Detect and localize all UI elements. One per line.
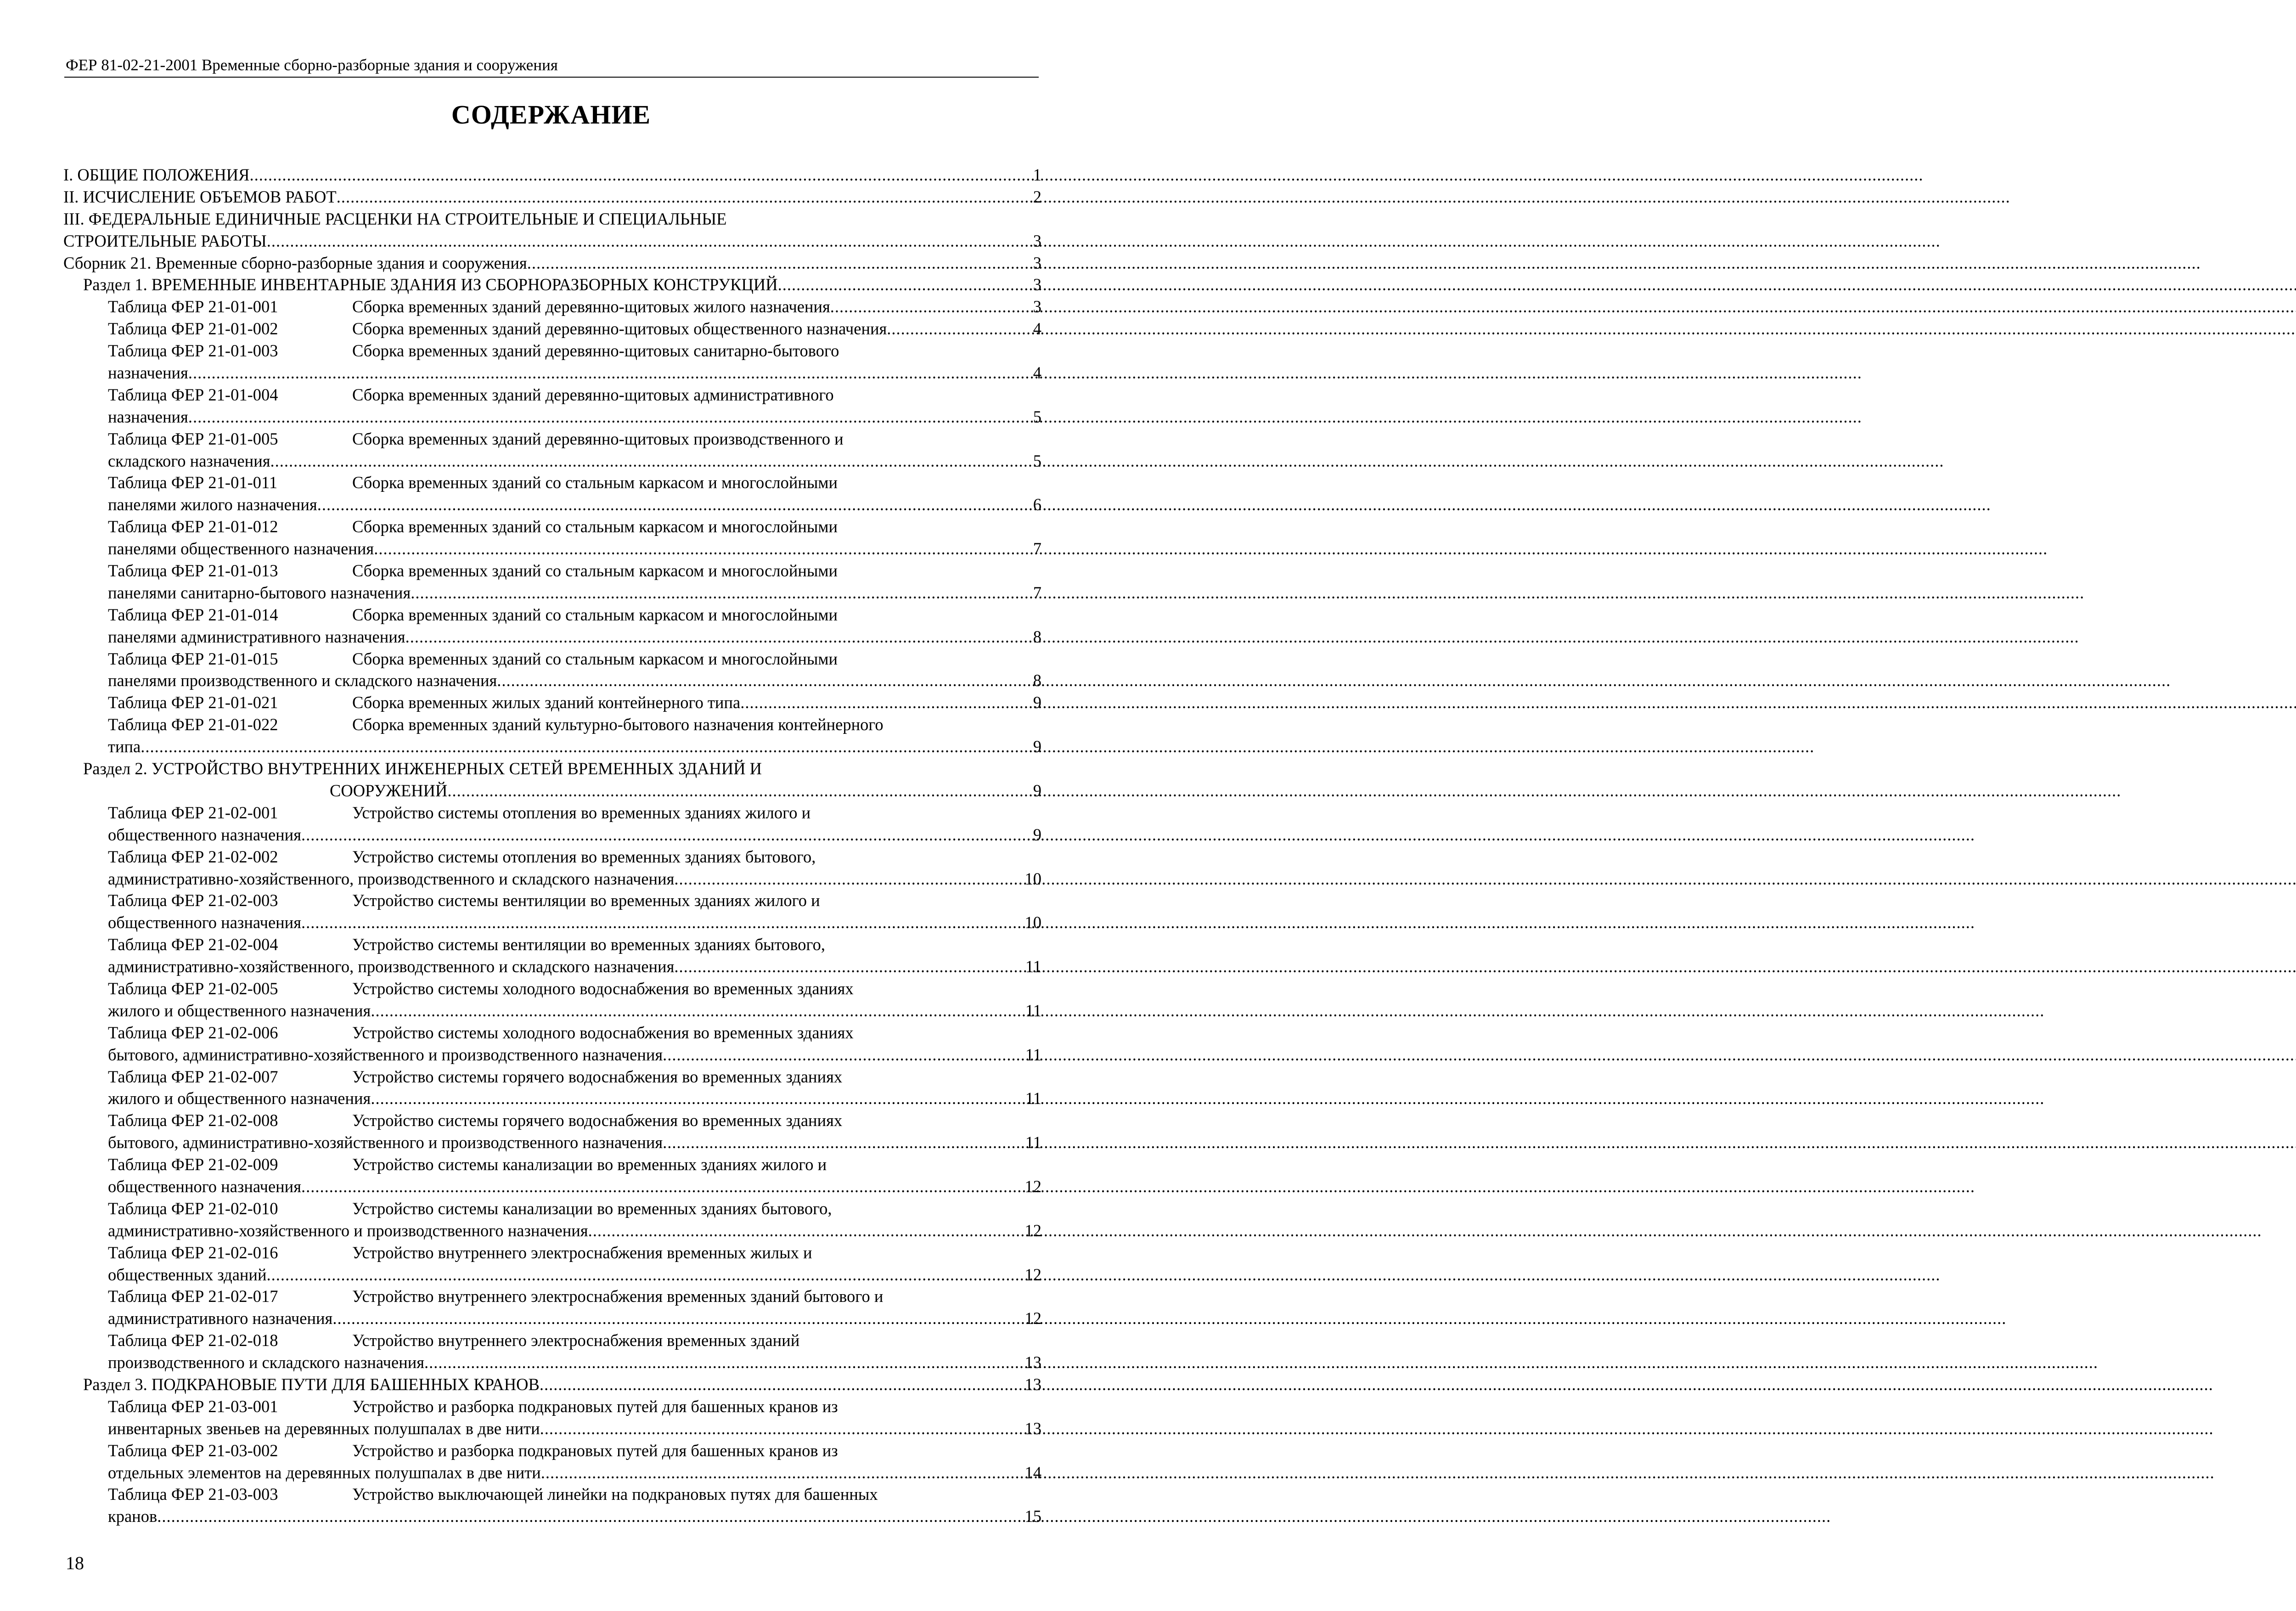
toc-page-number: 10 (1024, 869, 1041, 888)
toc-leader-dots (301, 824, 1031, 846)
toc-entry-title: общественного назначения (108, 1177, 301, 1196)
toc-entry-text (108, 846, 816, 868)
toc-entry-title: Сборка временных зданий деревянно-щитовых производственного и (352, 429, 844, 448)
toc-entry[interactable] (63, 1418, 1041, 1440)
toc-page-number: 15 (1024, 1507, 1041, 1526)
toc-entry-text (108, 384, 834, 406)
toc-table-code: Таблица ФЕР 21-02-004 (108, 935, 278, 954)
toc-entry-title: Устройство системы холодного водоснабжения во временных зданиях (352, 979, 854, 998)
toc-entry[interactable] (63, 252, 1041, 274)
toc-entry-text (108, 516, 838, 538)
toc-entry-title: панелями общественного назначения (108, 539, 374, 558)
toc-page-number: 11 (1025, 957, 1041, 976)
toc-page-number: 4 (1033, 363, 1041, 383)
toc-leader-dots (374, 538, 1031, 560)
toc-entry-text (108, 714, 884, 736)
toc-page-number: 9 (1033, 825, 1041, 844)
toc-entry-title: Устройство внутреннего электроснабжения временных жилых и (352, 1243, 812, 1262)
toc-entry-table[interactable] (63, 1154, 1041, 1176)
toc-page-number: 6 (1033, 495, 1041, 514)
toc-entry-title: Раздел 3. ПОДКРАНОВЫЕ ПУТИ ДЛЯ БАШЕННЫХ КРАНОВ (83, 1374, 540, 1394)
toc-page-number: 10 (1024, 913, 1041, 932)
toc-page-number: 13 (1024, 1419, 1041, 1438)
toc-leader-dots (540, 1374, 1023, 1396)
toc-entry-title: Устройство системы канализации во временных зданиях жилого и (352, 1155, 827, 1174)
toc-entry-title: СТРОИТЕЛЬНЫЕ РАБОТЫ (63, 231, 267, 250)
toc-table-code: Таблица ФЕР 21-03-003 (108, 1485, 278, 1504)
toc-page-number: 3 (1033, 275, 1041, 294)
toc-entry-title: панелями административного назначения (108, 627, 405, 646)
toc-entry[interactable] (63, 582, 1041, 604)
toc-table-code: Таблица ФЕР 21-01-012 (108, 517, 278, 536)
toc-entry-text (108, 1396, 838, 1418)
toc-table-code: Таблица ФЕР 21-02-010 (108, 1199, 278, 1218)
toc-entry-table[interactable] (63, 318, 1041, 340)
toc-entry-title: Устройство внутреннего электроснабжения временных зданий бытового и (352, 1287, 884, 1306)
toc-entry-table[interactable] (63, 714, 1041, 736)
toc-page-number: 12 (1024, 1265, 1041, 1284)
toc-entry-table[interactable] (63, 296, 1041, 318)
toc-entry-text (108, 1285, 883, 1307)
toc-page-number: 3 (1033, 231, 1041, 250)
toc-leader-dots (424, 1352, 1023, 1374)
toc-page-number: 12 (1024, 1309, 1041, 1328)
toc-entry-table[interactable] (63, 384, 1041, 406)
toc-entry[interactable] (63, 1462, 1041, 1484)
toc-entry-title: Сборка временных зданий со стальным каркасом и многослойными (352, 605, 838, 624)
toc-entry-title: отдельных элементов на деревянных полушпалах в две нити (108, 1463, 541, 1482)
toc-entry-text (108, 1022, 854, 1044)
toc-leader-dots (405, 626, 1031, 648)
toc-entry-heading-line[interactable] (63, 758, 1041, 780)
toc-leader-dots (663, 1044, 1024, 1066)
toc-entry-text (108, 890, 820, 912)
header-rule (64, 77, 1039, 78)
toc-entry[interactable] (63, 780, 1041, 802)
toc-entry-title: Сборка временных зданий со стальным каркасом и многослойными (352, 473, 838, 492)
toc-leader-dots (267, 1264, 1023, 1286)
toc-entry[interactable] (63, 824, 1041, 846)
toc-entry-title: административно-хозяйственного, производственного и складского назначения (108, 957, 675, 976)
toc-table-code: Таблица ФЕР 21-02-008 (108, 1111, 278, 1130)
toc-entry-title: Сборка временных зданий культурно-бытового назначения контейнерного (352, 715, 884, 734)
toc-entry-table[interactable] (63, 692, 1041, 714)
toc-entry-title: Устройство системы горячего водоснабжения во временных зданиях (352, 1111, 843, 1130)
toc-page-number: 13 (1024, 1353, 1041, 1372)
toc-table-code: Таблица ФЕР 21-02-001 (108, 803, 278, 822)
toc-page-number: 5 (1033, 451, 1041, 470)
toc-leader-dots (411, 582, 1031, 604)
toc-page-number: 11 (1025, 1045, 1041, 1064)
toc-leader-dots (527, 252, 1031, 274)
toc-entry-title: I. ОБЩИЕ ПОЛОЖЕНИЯ (63, 165, 250, 184)
toc-entry-title: административного назначения (108, 1309, 333, 1328)
toc-entry[interactable] (63, 1220, 1041, 1242)
toc-table-code: Таблица ФЕР 21-02-005 (108, 979, 278, 998)
toc-entry-title: административно-хозяйственного и производственного назначения (108, 1221, 588, 1240)
toc-page-number: 3 (1033, 253, 1041, 272)
toc-entry-title: Сборка временных зданий деревянно-щитовых административного (352, 385, 834, 404)
toc-entry[interactable] (63, 670, 1041, 692)
toc-entry-text (108, 1198, 832, 1220)
toc-entry-text (108, 340, 839, 362)
toc-page-number: 1 (1033, 165, 1041, 184)
toc-entry-title: административно-хозяйственного, производственного и складского назначения (108, 869, 675, 888)
toc-leader-dots (674, 956, 1023, 978)
toc-entry[interactable] (63, 1264, 1041, 1286)
toc-page-number: 11 (1025, 1133, 1041, 1152)
toc-table-code: Таблица ФЕР 21-01-001 (108, 297, 278, 316)
toc-entry-text (108, 648, 838, 670)
toc-entry-table[interactable] (63, 1110, 1041, 1132)
toc-table-code: Таблица ФЕР 21-01-022 (108, 715, 278, 734)
toc-entry[interactable] (63, 274, 1041, 296)
toc-page-number: 3 (1033, 297, 1041, 316)
toc-entry-title: Устройство системы холодного водоснабжения во временных зданиях (352, 1023, 854, 1042)
toc-entry-title: Сборка временных зданий со стальным каркасом и многослойными (352, 517, 838, 536)
toc-entry[interactable] (63, 956, 1041, 978)
toc-table-code: Таблица ФЕР 21-02-009 (108, 1155, 278, 1174)
toc-page-number: 7 (1033, 583, 1041, 602)
toc-entry-table[interactable] (63, 604, 1041, 626)
toc-entry-text (108, 692, 740, 714)
toc-entry-text (108, 802, 810, 824)
toc-leader-dots (332, 1307, 1023, 1329)
toc-entry-text (108, 560, 838, 582)
toc-entry-title: Устройство системы вентиляции во временных зданиях жилого и (352, 891, 820, 910)
toc-table-code: Таблица ФЕР 21-02-002 (108, 847, 278, 866)
toc-leader-dots (887, 318, 1031, 340)
toc-leader-dots (141, 736, 1031, 758)
toc-table-code: Таблица ФЕР 21-01-004 (108, 385, 278, 404)
toc-entry-text (108, 934, 825, 956)
toc-table-code: Таблица ФЕР 21-01-013 (108, 561, 278, 580)
toc-entry[interactable] (63, 1352, 1041, 1374)
toc-leader-dots (540, 1418, 1023, 1440)
toc-entry-text (108, 1440, 838, 1462)
toc-entry[interactable] (63, 1374, 1041, 1396)
toc-entry[interactable] (63, 494, 1041, 516)
toc-entry[interactable] (63, 1132, 1041, 1154)
toc-entry-text (108, 428, 844, 450)
toc-table-code: Таблица ФЕР 21-02-006 (108, 1023, 278, 1042)
toc-leader-dots (663, 1132, 1024, 1154)
toc-entry-table[interactable] (63, 1329, 1041, 1352)
toc-page-number: 4 (1033, 319, 1041, 338)
toc-page-number: 13 (1024, 1374, 1041, 1394)
toc-table-code: Таблица ФЕР 21-01-014 (108, 605, 278, 624)
toc-entry-text (108, 604, 838, 626)
toc-entry-title: панелями производственного и складского назначения (108, 671, 497, 690)
toc-entry-title: Сборка временных жилых зданий контейнерного типа (352, 693, 741, 712)
toc-entry-title: Раздел 1. ВРЕМЕННЫЕ ИНВЕНТАРНЫЕ ЗДАНИЯ ИЗ СБОРНОРАЗБОРНЫХ КОНСТРУКЦИЙ (83, 275, 778, 294)
toc-entry-heading-line[interactable] (63, 208, 1041, 230)
toc-table-code: Таблица ФЕР 21-01-011 (108, 473, 278, 492)
toc-entry-title: общественных зданий (108, 1265, 267, 1284)
toc-entry-table[interactable] (63, 1198, 1041, 1220)
toc-entry-title: складского назначения (108, 451, 270, 470)
toc-entry-table[interactable] (63, 802, 1041, 824)
toc-entry-title: СООРУЖЕНИЙ (330, 781, 448, 800)
toc-entry[interactable] (63, 186, 1041, 208)
toc-entry-table[interactable] (63, 1440, 1041, 1462)
toc-entry-title: панелями жилого назначения (108, 495, 317, 514)
toc-table-code: Таблица ФЕР 21-01-005 (108, 429, 278, 448)
toc-entry[interactable] (63, 1307, 1041, 1329)
toc-page-number: 11 (1025, 1089, 1041, 1108)
toc-leader-dots (188, 406, 1031, 428)
toc-entry[interactable] (63, 912, 1041, 934)
toc-entry-title: жилого и общественного назначения (108, 1089, 371, 1108)
toc-table-code: Таблица ФЕР 21-01-015 (108, 649, 278, 668)
toc-leader-dots (588, 1220, 1023, 1242)
toc-entry[interactable] (63, 362, 1041, 384)
toc-page-number: 9 (1033, 693, 1041, 712)
toc-leader-dots (317, 494, 1031, 516)
toc-leader-dots (250, 164, 1031, 186)
toc-entry-table[interactable] (63, 1022, 1041, 1044)
toc-leader-dots (497, 670, 1031, 692)
toc-leader-dots (371, 1000, 1024, 1022)
toc-entry-table[interactable] (63, 1396, 1041, 1418)
toc-entry-table[interactable] (63, 846, 1041, 868)
toc-entry-title: II. ИСЧИСЛЕНИЕ ОБЪЕМОВ РАБОТ (63, 187, 337, 206)
toc-entry-title: жилого и общественного назначения (108, 1001, 371, 1020)
running-header: ФЕР 81-02-21-2001 Временные сборно-разборные здания и сооружения (66, 56, 558, 74)
toc-leader-dots (301, 1176, 1023, 1198)
toc-table-code: Таблица ФЕР 21-02-016 (108, 1243, 278, 1262)
toc-entry-table[interactable] (63, 560, 1041, 582)
toc-page-number: 12 (1024, 1221, 1041, 1240)
toc-table-code: Таблица ФЕР 21-03-001 (108, 1397, 278, 1416)
toc-page-number: 14 (1024, 1463, 1041, 1482)
toc-entry-text (108, 1242, 812, 1264)
toc-entry-table[interactable] (63, 1483, 1041, 1505)
toc-entry-title: Устройство системы отопления во временных зданиях бытового, (352, 847, 816, 866)
toc-leader-dots (447, 780, 1031, 802)
toc-entry-title: Устройство системы вентиляции во временных зданиях бытового, (352, 935, 825, 954)
toc-leader-dots (301, 912, 1023, 934)
toc-table-code: Таблица ФЕР 21-01-003 (108, 341, 278, 361)
toc-entry-title: Устройство системы горячего водоснабжения во временных зданиях (352, 1067, 843, 1086)
toc-entry-title: общественного назначения (108, 825, 301, 844)
toc-leader-dots (674, 868, 1023, 890)
toc-entry-table[interactable] (63, 648, 1041, 670)
toc-entry[interactable] (63, 1000, 1041, 1022)
toc-entry-table[interactable] (63, 472, 1041, 494)
toc-entry-text (108, 472, 838, 494)
toc-entry-title: Сборник 21. Временные сборно-разборные здания и сооружения (63, 253, 527, 272)
toc-entry-text (108, 296, 830, 318)
toc-entry-table[interactable] (63, 890, 1041, 912)
toc-page-number: 7 (1033, 539, 1041, 558)
toc-leader-dots (830, 296, 1031, 318)
toc-entry[interactable] (63, 406, 1041, 428)
toc-leader-dots (157, 1505, 1023, 1527)
toc-page-number: 11 (1025, 1001, 1041, 1020)
toc-table-code: Таблица ФЕР 21-01-021 (108, 693, 278, 712)
toc-entry-title: назначения (108, 363, 188, 383)
toc-entry-title: III. ФЕДЕРАЛЬНЫЕ ЕДИНИЧНЫЕ РАСЦЕНКИ НА СТРОИТЕЛЬНЫЕ И СПЕЦИАЛЬНЫЕ (63, 209, 727, 228)
toc-entry[interactable] (63, 1176, 1041, 1198)
toc-entry[interactable] (63, 164, 1041, 186)
toc-page-number: 2 (1033, 187, 1041, 206)
toc-leader-dots (188, 362, 1031, 384)
toc-table-code: Таблица ФЕР 21-01-002 (108, 319, 278, 338)
toc-entry-title: Устройство и разборка подкрановых путей для башенных кранов из (352, 1397, 838, 1416)
toc-entry[interactable] (63, 538, 1041, 560)
toc-entry-title: Устройство системы канализации во временных зданиях бытового, (352, 1199, 832, 1218)
toc-leader-dots (270, 450, 1031, 472)
toc-entry-title: кранов (108, 1507, 158, 1526)
toc-entry-title: Сборка временных зданий деревянно-щитовых общественного назначения (352, 319, 887, 338)
toc-entry[interactable] (63, 1044, 1041, 1066)
toc-page-number: 9 (1033, 737, 1041, 756)
toc-page-number: 5 (1033, 407, 1041, 426)
toc-entry-title: общественного назначения (108, 913, 301, 932)
toc-leader-dots (371, 1087, 1024, 1110)
toc-entry[interactable] (63, 626, 1041, 648)
toc-table-code: Таблица ФЕР 21-02-003 (108, 891, 278, 910)
toc-leader-dots (267, 230, 1031, 252)
toc-table-code: Таблица ФЕР 21-02-017 (108, 1287, 278, 1306)
toc-entry[interactable] (63, 230, 1041, 252)
toc-entry-table[interactable] (63, 340, 1041, 362)
toc-page-number: 9 (1033, 781, 1041, 800)
toc-table-code: Таблица ФЕР 21-03-002 (108, 1441, 278, 1460)
toc-entry-title: Устройство и разборка подкрановых путей для башенных кранов из (352, 1441, 838, 1460)
toc-entry-table[interactable] (63, 516, 1041, 538)
toc-entry-text (108, 978, 854, 1000)
page-title: СОДЕРЖАНИЕ (451, 100, 651, 130)
toc-entry-title: Раздел 2. УСТРОЙСТВО ВНУТРЕННИХ ИНЖЕНЕРНЫХ СЕТЕЙ ВРЕМЕННЫХ ЗДАНИЙ И (83, 759, 762, 778)
toc-entry-title: Устройство выключающей линейки на подкрановых путях для башенных (352, 1485, 878, 1504)
toc-page-number: 8 (1033, 671, 1041, 690)
toc-entry-title: Сборка временных зданий со стальным каркасом и многослойными (352, 649, 838, 668)
toc-entry-title: Сборка временных зданий деревянно-щитовых санитарно-бытового (352, 341, 839, 361)
toc-entry-table[interactable] (63, 1066, 1041, 1088)
toc-leader-dots (740, 692, 1031, 714)
toc-entry-title: бытового, административно-хозяйственного и производственного назначения (108, 1045, 663, 1064)
toc-entry-title: Сборка временных зданий со стальным каркасом и многослойными (352, 561, 838, 580)
toc-entry-table[interactable] (63, 428, 1041, 450)
toc-entry-title: Устройство внутреннего электроснабжения временных зданий (352, 1331, 800, 1350)
toc-entry[interactable] (63, 450, 1041, 472)
toc-entry-text (108, 318, 887, 340)
toc-entry-text (108, 1329, 799, 1352)
toc-entry-title: инвентарных звеньев на деревянных полушпалах в две нити (108, 1419, 540, 1438)
toc-entry-text (108, 1154, 827, 1176)
toc-leader-dots (337, 186, 1031, 208)
page-number: 18 (66, 1553, 84, 1573)
toc-entry[interactable] (63, 1505, 1041, 1527)
toc-entry[interactable] (63, 1087, 1041, 1110)
toc-entry-table[interactable] (63, 1285, 1041, 1307)
table-of-contents (63, 164, 1041, 1527)
toc-table-code: Таблица ФЕР 21-02-018 (108, 1331, 278, 1350)
toc-entry-table[interactable] (63, 1242, 1041, 1264)
toc-entry-title: Устройство системы отопления во временных зданиях жилого и (352, 803, 811, 822)
toc-entry[interactable] (63, 736, 1041, 758)
toc-entry-title: бытового, административно-хозяйственного и производственного назначения (108, 1133, 663, 1152)
toc-entry-table[interactable] (63, 978, 1041, 1000)
toc-page-number: 12 (1024, 1177, 1041, 1196)
toc-entry-title: Сборка временных зданий деревянно-щитовых жилого назначения (352, 297, 830, 316)
toc-entry-text (108, 1110, 842, 1132)
toc-table-code: Таблица ФЕР 21-02-007 (108, 1067, 278, 1086)
toc-entry-table[interactable] (63, 934, 1041, 956)
toc-entry-text (108, 1066, 842, 1088)
toc-leader-dots (541, 1462, 1023, 1484)
toc-entry[interactable] (63, 868, 1041, 890)
toc-entry-text (108, 1483, 878, 1505)
toc-entry-title: типа (108, 737, 141, 756)
toc-entry-title: назначения (108, 407, 188, 426)
toc-page-number: 8 (1033, 627, 1041, 646)
toc-entry-title: панелями санитарно-бытового назначения (108, 583, 411, 602)
toc-leader-dots (778, 274, 1031, 296)
toc-entry-title: производственного и складского назначения (108, 1353, 425, 1372)
